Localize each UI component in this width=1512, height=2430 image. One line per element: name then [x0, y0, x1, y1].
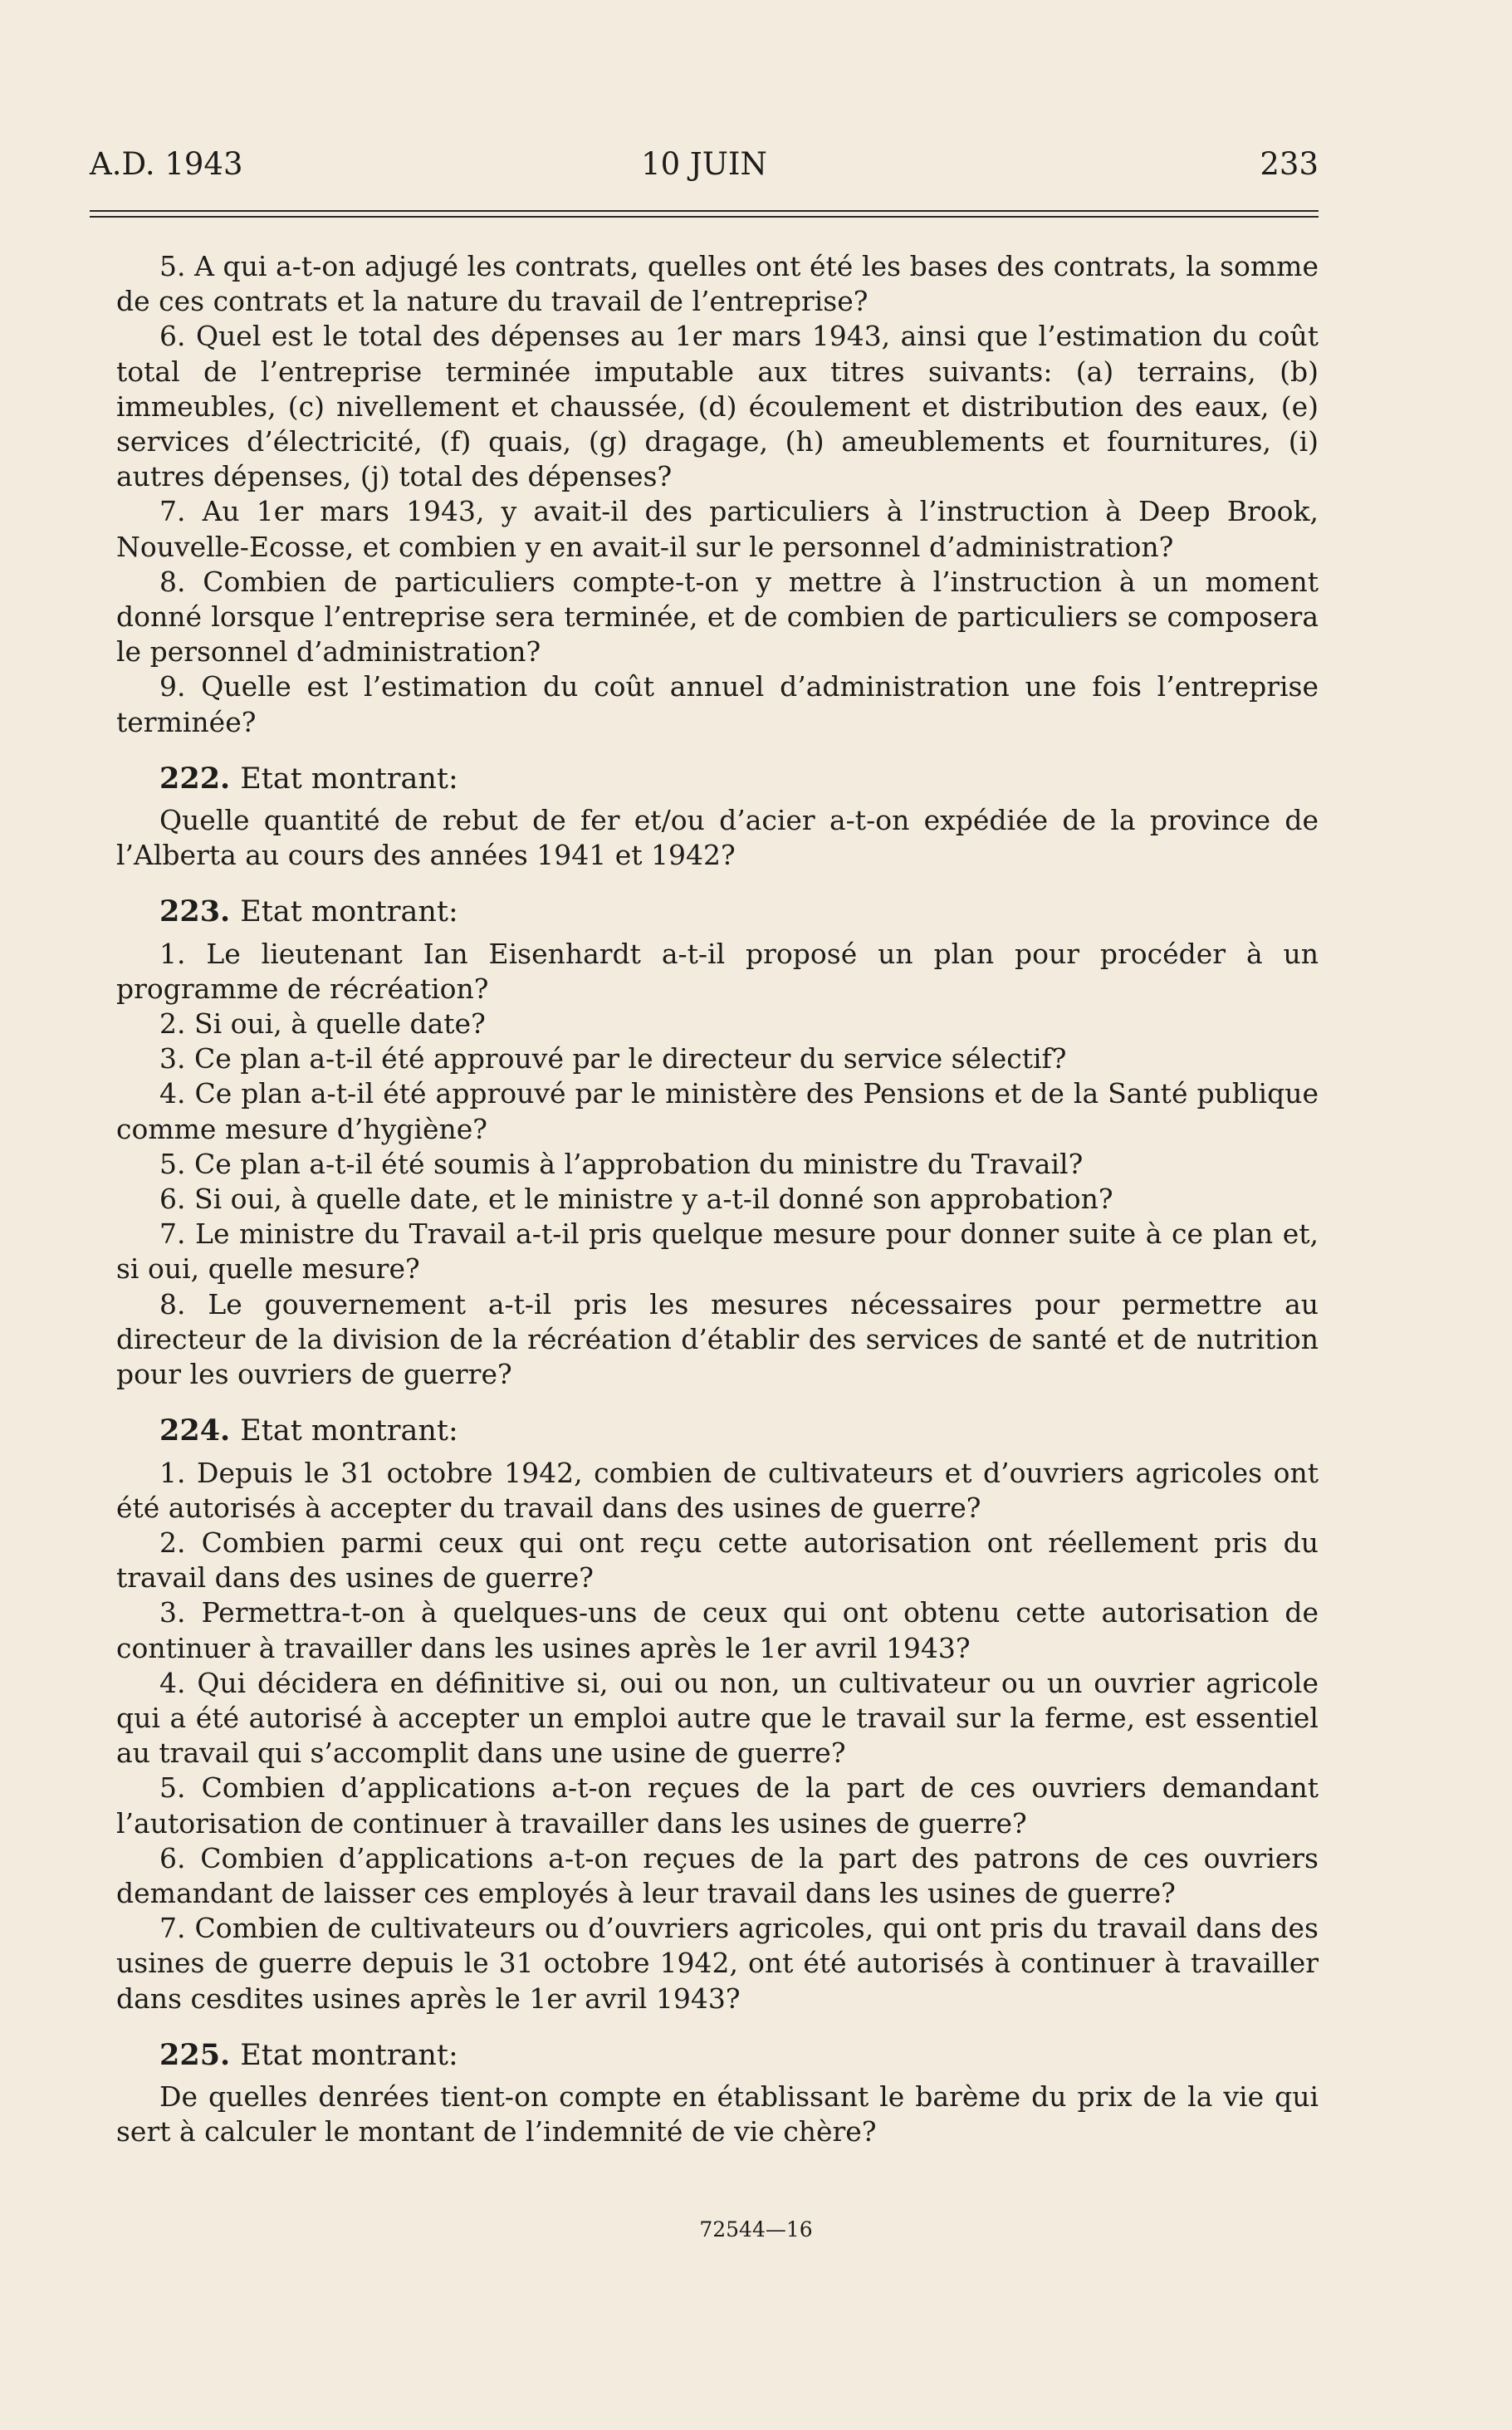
question-item: 5. A qui a-t-on adjugé les contrats, quelles ont été les bases des contrats, la somme de ces contrats et la nature du travail de l’entreprise? — [116, 250, 1319, 318]
question-item: 2. Combien parmi ceux qui ont reçu cette autorisation ont réellement pris du travail dans des usines de guerre? — [116, 1526, 1319, 1595]
question-item: De quelles denrées tient-on compte en établissant le barème du prix de la vie qui sert à calculer le montant de l’indemnité de vie chère? — [116, 2080, 1319, 2148]
question-item: 8. Le gouvernement a-t-il pris les mesures nécessaires pour permettre au directeur de la division de la récréation d’établir des services de santé et de nutrition pour les ouvriers de guerre? — [116, 1287, 1319, 1391]
running-header — [90, 140, 1319, 189]
section-number: 225. — [159, 2037, 231, 2072]
question-item: 4. Ce plan a-t-il été approuvé par le ministère des Pensions et de la Santé publique comme mesure d’hygiène? — [116, 1077, 1319, 1145]
section-223 — [116, 894, 1319, 1392]
question-item: 2. Si oui, à quelle date? — [159, 1007, 486, 1041]
page-body — [116, 249, 1319, 2149]
question-item: 3. Ce plan a-t-il été approuvé par le directeur du service sélectif? — [159, 1042, 1067, 1075]
header-year: A.D. 1943 — [90, 146, 243, 182]
printer-signature: 72544—16 — [699, 2217, 813, 2241]
page-number: 233 — [1260, 146, 1319, 182]
section-title: Etat montrant: — [240, 1414, 458, 1448]
header-date: 10 JUIN — [641, 146, 767, 182]
question-item: 3. Permettra-t-on à quelques-uns de ceux qui ont obtenu cette autorisation de continuer à travailler dans les usines après le 1er avril 1943? — [116, 1596, 1319, 1664]
question-item: 4. Qui décidera en définitive si, oui ou non, un cultivateur ou un ouvrier agricole qui a été autorisé à accepter un emploi autre que le travail sur la ferme, est essentiel au travail qui s’accomplit dans une usine de guerre? — [116, 1666, 1319, 1770]
section-number: 224. — [159, 1413, 231, 1448]
question-item: 8. Combien de particuliers compte-t-on y mettre à l’instruction à un moment donné lorsque l’entreprise sera terminée, et de combien de particuliers se composera le personnel d’administration? — [116, 565, 1319, 669]
question-item: 5. Ce plan a-t-il été soumis à l’approbation du ministre du Travail? — [159, 1147, 1084, 1180]
section-title: Etat montrant: — [240, 2038, 458, 2072]
question-item: 7. Le ministre du Travail a-t-il pris quelque mesure pour donner suite à ce plan et, si oui, quelle mesure? — [116, 1217, 1319, 1286]
question-item: 7. Combien de cultivateurs ou d’ouvriers agricoles, qui ont pris du travail dans des usines de guerre depuis le 31 octobre 1942, ont été autorisés à continuer à travailler dans cesdites usines après le 1er avril 1943? — [116, 1912, 1319, 2015]
question-item: 9. Quelle est l’estimation du coût annuel d’administration une fois l’entreprise terminée? — [116, 670, 1319, 738]
question-item: 5. Combien d’applications a-t-on reçues de la part de ces ouvriers demandant l’autorisation de continuer à travailler dans les usines de guerre? — [116, 1771, 1319, 1840]
section-224 — [116, 1413, 1319, 2016]
section-heading — [116, 762, 1319, 796]
question-item: 1. Depuis le 31 octobre 1942, combien de cultivateurs et d’ouvriers agricoles ont été autorisés à accepter du travail dans des usines de guerre? — [116, 1456, 1319, 1524]
section-heading — [116, 1413, 1319, 1448]
section-heading — [116, 894, 1319, 929]
question-item: 7. Au 1er mars 1943, y avait-il des particuliers à l’instruction à Deep Brook, Nouvelle-Ecosse, et combien y en avait-il sur le personnel d’administration? — [116, 495, 1319, 563]
question-item: Quelle quantité de rebut de fer et/ou d’acier a-t-on expédiée de la province de l’Alberta au cours des années 1941 et 1942? — [116, 804, 1319, 872]
section-222 — [116, 762, 1319, 874]
section-heading — [116, 2038, 1319, 2073]
question-item: 6. Combien d’applications a-t-on reçues de la part des patrons de ces ouvriers demandant de laisser ces employés à leur travail dans les usines de guerre? — [116, 1841, 1319, 1909]
question-item: 1. Le lieutenant Ian Eisenhardt a-t-il proposé un plan pour procéder à un programme de récréation? — [116, 937, 1319, 1005]
header-rule-top — [90, 210, 1319, 212]
question-item: 6. Quel est le total des dépenses au 1er mars 1943, ainsi que l’estimation du coût total de l’entreprise terminée imputable aux titres suivants: (a) terrains, (b) immeubles, (c) nivellement et chaussée, (d) écoulement et distribution des eaux, (e) services d’électricité, (f) quais, (g) dragage, (h) ameublements et fournitures, (i) autres dépenses, (j) total des dépenses? — [116, 320, 1319, 493]
header-rule-bottom — [90, 216, 1319, 218]
section-number: 222. — [159, 761, 231, 796]
section-title: Etat montrant: — [240, 762, 458, 796]
continued-questions — [116, 249, 1319, 740]
section-225 — [116, 2038, 1319, 2150]
question-item: 6. Si oui, à quelle date, et le ministre y a-t-il donné son approbation? — [159, 1183, 1113, 1216]
section-title: Etat montrant: — [240, 895, 458, 929]
section-number: 223. — [159, 894, 231, 929]
